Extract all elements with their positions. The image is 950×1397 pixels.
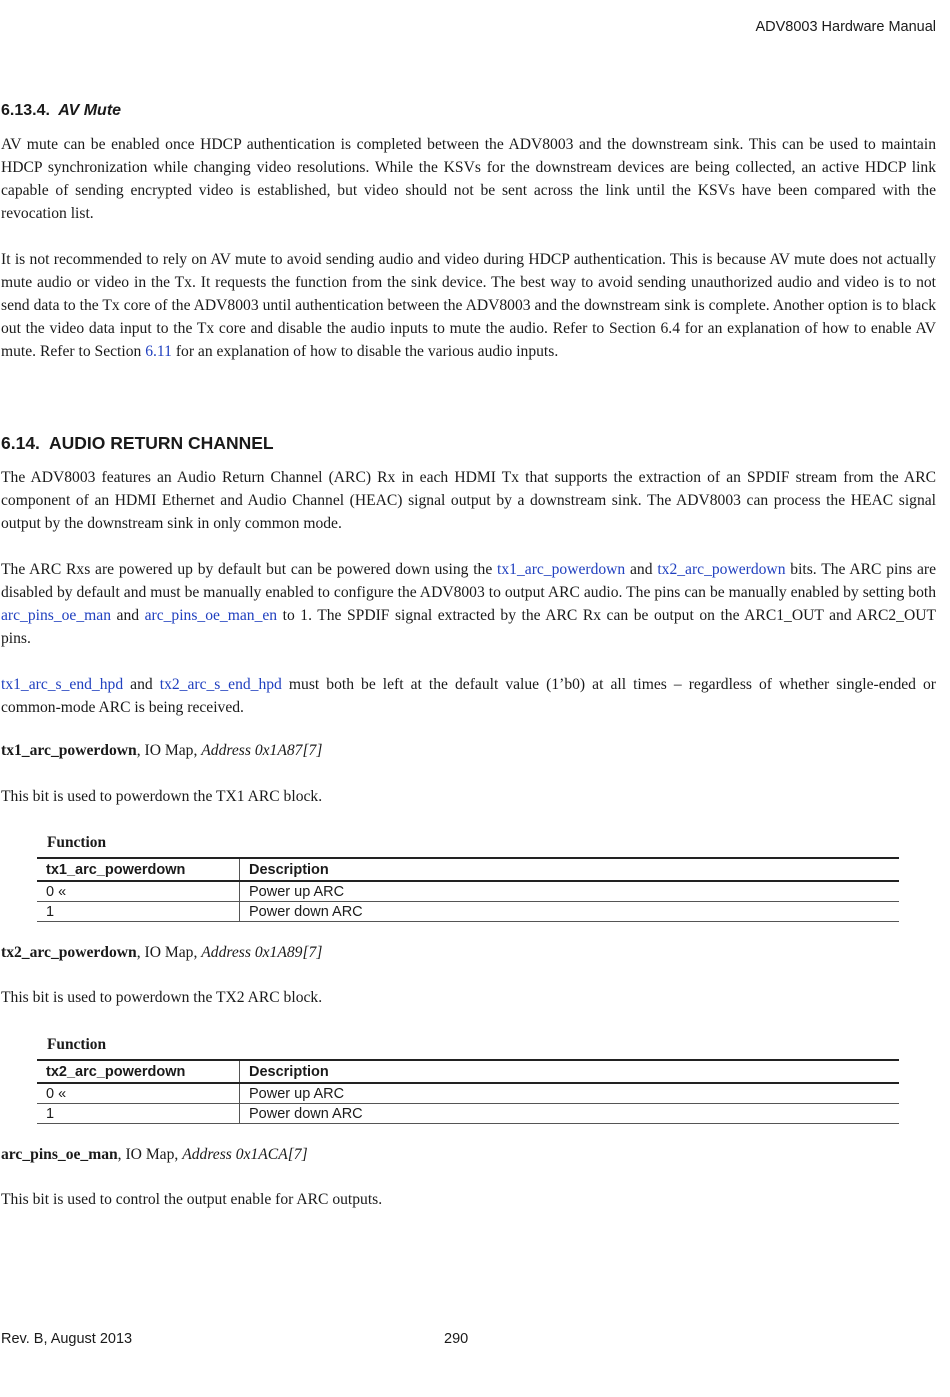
tx2-arc-s-end-hpd-link[interactable]: tx2_arc_s_end_hpd <box>159 676 282 693</box>
table-header-row <box>37 858 899 881</box>
text-span: and <box>625 561 658 578</box>
section-number: 6.14. <box>1 433 40 453</box>
text-span: The ARC Rxs are powered up by default but can be powered down using the <box>1 561 498 578</box>
register-name: tx1_arc_powerdown <box>1 742 137 759</box>
table-cell: Power down ARC <box>240 1104 900 1124</box>
section-heading-av-mute <box>1 102 121 120</box>
register-map: , IO Map, <box>117 1146 183 1163</box>
table-cell: 1 <box>37 902 240 922</box>
tx2-arc-powerdown-link[interactable]: tx2_arc_powerdown <box>657 561 786 578</box>
register-arc-pins-oe-man <box>1 1146 308 1164</box>
text-span: must both be left at the default value (1’b0) at all times – regardless of whether single-ended or common-mode ARC is being received. <box>1 676 936 716</box>
page-header-title: ADV8003 Hardware Manual <box>755 19 936 35</box>
table-cell: Power up ARC <box>240 881 900 902</box>
tx1-arc-s-end-hpd-link[interactable]: tx1_arc_s_end_hpd <box>1 676 124 693</box>
table-row <box>37 1104 899 1124</box>
table-header-row <box>37 1060 899 1083</box>
text-span: to 1. The SPDIF signal extracted by the ARC Rx can be output on the ARC1_OUT and ARC2_OUT pins. <box>1 607 937 647</box>
register-map: , IO Map, <box>136 944 202 961</box>
register-tx1-arc-powerdown <box>1 742 322 760</box>
register-address: Address 0x1ACA[7] <box>182 1146 308 1163</box>
table-row <box>37 902 899 922</box>
table-header-cell: tx2_arc_powerdown <box>37 1060 240 1083</box>
table-header-cell: Description <box>240 858 900 881</box>
footer-page-number: 290 <box>444 1331 469 1347</box>
section-heading-audio-return-channel <box>1 433 274 454</box>
register-name: tx2_arc_powerdown <box>1 944 137 961</box>
register-description: This bit is used to powerdown the TX1 ARC block. <box>1 788 323 805</box>
arc-pins-oe-man-en-link[interactable]: arc_pins_oe_man_en <box>144 607 278 624</box>
arc-paragraph-1: The ADV8003 features an Audio Return Channel (ARC) Rx in each HDMI Tx that supports the extraction of an SPDIF stream from the ARC component of an HDMI Ethernet and Audio Channel (HEAC) signal output by a downstream sink. The ADV8003 can process the HEAC signal output by the downstream sink in only common mode. <box>1 469 936 532</box>
table-cell: 0 « <box>37 881 240 902</box>
register-address: Address 0x1A87[7] <box>201 742 323 759</box>
section-title: AV Mute <box>58 102 122 119</box>
section-number: 6.13.4. <box>1 102 50 119</box>
table-cell: 0 « <box>37 1083 240 1104</box>
av-mute-paragraph-1: AV mute can be enabled once HDCP authentication is completed between the ADV8003 and the downstream sink. This can be used to maintain HDCP synchronization while changing video resolutions. While the KSVs for the downstream devices are being collected, an active HDCP link capable of sending encrypted video is established, but video should not be sent across the link until the KSVs have been compared with the revocation list. <box>1 136 936 222</box>
footer-revision: Rev. B, August 2013 <box>1 1331 133 1347</box>
section-6-11-link[interactable]: 6.11 <box>145 343 172 360</box>
tx1-arc-powerdown-link[interactable]: tx1_arc_powerdown <box>497 561 626 578</box>
table-header-cell: Description <box>240 1060 900 1083</box>
table-caption: Function <box>47 1036 107 1053</box>
arc-paragraph-3 <box>1 673 936 719</box>
register-tx2-arc-powerdown <box>1 944 322 962</box>
table-cell: 1 <box>37 1104 240 1124</box>
register-name: arc_pins_oe_man <box>1 1146 118 1163</box>
table-row <box>37 881 899 902</box>
table-cell: Power up ARC <box>240 1083 900 1104</box>
arc-paragraph-2 <box>1 558 936 650</box>
av-mute-paragraph-2 <box>1 248 936 363</box>
text-span: and <box>123 676 160 693</box>
text-span: bits. The ARC pins are disabled by default and must be manually enabled to configure the ADV8003 to output ARC audio. The pins can be manually enabled by setting both <box>1 561 937 601</box>
text-span: for an explanation of how to disable the various audio inputs. <box>171 343 559 360</box>
table-cell: Power down ARC <box>240 902 900 922</box>
arc-pins-oe-man-link[interactable]: arc_pins_oe_man <box>1 607 111 624</box>
table-caption: Function <box>47 834 107 851</box>
text-span: and <box>111 607 145 624</box>
text-span: It is not recommended to rely on AV mute to avoid sending audio and video during HDCP authentication. This is because AV mute does not actually mute audio or video in the Tx. It requests the function from the sink device. The best way to avoid sending unauthorized audio and video is to not send data to the Tx core of the ADV8003 until authentication between the ADV8003 and the downstream sink is complete. Another option is to black out the video data input to the Tx core and disable the audio inputs to mute the audio. Refer to Section 6.4 for an explanation of how to enable AV mute. Refer to Section <box>1 251 936 360</box>
register-map: , IO Map, <box>136 742 202 759</box>
register-description: This bit is used to control the output enable for ARC outputs. <box>1 1191 383 1208</box>
register-table-tx1 <box>37 857 899 922</box>
register-table-tx2 <box>37 1059 899 1124</box>
table-row <box>37 1083 899 1104</box>
register-description: This bit is used to powerdown the TX2 ARC block. <box>1 989 323 1006</box>
table-header-cell: tx1_arc_powerdown <box>37 858 240 881</box>
section-title: AUDIO RETURN CHANNEL <box>49 433 274 453</box>
register-address: Address 0x1A89[7] <box>201 944 323 961</box>
